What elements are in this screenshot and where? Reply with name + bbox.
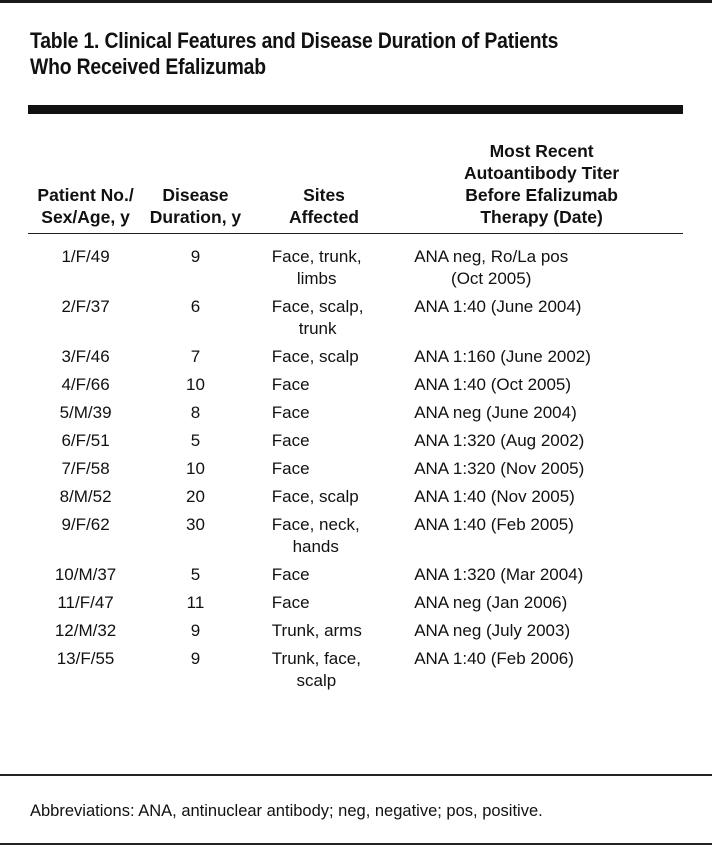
col-header-line: Patient No./ (37, 185, 134, 205)
cell-titer-line: ANA 1:40 (June 2004) (414, 297, 582, 316)
col-header-duration (143, 114, 248, 234)
cell-titer (400, 296, 683, 346)
cell-duration: 20 (185, 487, 205, 506)
cell-sites-line: limbs (296, 269, 337, 288)
cell-sites (248, 402, 400, 430)
cell-sites-line: trunk (298, 319, 337, 338)
footnote: Abbreviations: ANA, antinuclear antibody; neg, negative; pos, positive. (30, 802, 543, 820)
cell-patient: 4/F/66 (61, 375, 110, 394)
col-header-titer (400, 114, 683, 234)
table-row (28, 564, 683, 592)
table-title-line-1: Table 1. Clinical Features and Disease Duration of Patients (30, 28, 559, 53)
col-header-patient (28, 114, 143, 234)
table-title (30, 28, 611, 80)
cell-sites-line: Face (271, 565, 310, 584)
cell-titer-line: ANA neg (June 2004) (414, 403, 577, 422)
cell-duration: 10 (185, 375, 205, 394)
table-header-row (28, 114, 683, 234)
cell-patient: 3/F/46 (61, 347, 110, 366)
cell-sites (248, 374, 400, 402)
cell-titer-line: ANA 1:320 (Aug 2002) (414, 431, 585, 450)
cell-titer-line: ANA neg, Ro/La pos (414, 247, 569, 266)
cell-titer-line: ANA 1:320 (Mar 2004) (414, 565, 584, 584)
cell-titer-line: ANA neg (July 2003) (414, 621, 571, 640)
cell-patient: 1/F/49 (61, 247, 110, 266)
cell-duration: 5 (190, 565, 201, 584)
table-row (28, 374, 683, 402)
cell-duration: 11 (186, 593, 205, 612)
cell-patient: 2/F/37 (61, 297, 110, 316)
cell-sites (248, 564, 400, 592)
col-header-line: Disease (162, 185, 229, 205)
cell-sites-line: Face, scalp (271, 487, 359, 506)
col-header-line: Sites (303, 185, 345, 205)
cell-titer (400, 430, 683, 458)
table-row (28, 514, 683, 564)
cell-titer (400, 346, 683, 374)
cell-patient: 9/F/62 (61, 515, 110, 534)
cell-sites (248, 296, 400, 346)
cell-patient: 10/M/37 (54, 565, 117, 584)
cell-sites-line: hands (292, 537, 339, 556)
cell-patient: 7/F/58 (61, 459, 110, 478)
cell-sites (248, 458, 400, 486)
cell-sites-line: Face (271, 593, 310, 612)
cell-sites (248, 234, 400, 297)
cell-patient: 11/F/47 (57, 593, 114, 612)
cell-titer-line: ANA neg (Jan 2006) (414, 593, 568, 612)
top-rule (0, 0, 712, 3)
clinical-features-table (28, 114, 683, 698)
cell-sites-line: Face (271, 403, 310, 422)
cell-titer-line: ANA 1:160 (June 2002) (414, 347, 591, 366)
table-row (28, 648, 683, 698)
cell-duration: 5 (190, 431, 201, 450)
cell-titer (400, 592, 683, 620)
cell-duration: 30 (185, 515, 205, 534)
cell-titer-line: (Oct 2005) (451, 269, 532, 288)
cell-titer-line: ANA 1:40 (Feb 2005) (414, 515, 574, 534)
table-row (28, 458, 683, 486)
cell-patient: 12/M/32 (54, 621, 117, 640)
cell-sites-line: Face, neck, (271, 515, 360, 534)
cell-sites (248, 430, 400, 458)
cell-sites-line: Trunk, arms (271, 621, 362, 640)
cell-duration: 10 (185, 459, 205, 478)
cell-sites-line: Trunk, face, (271, 649, 361, 668)
cell-titer-line: ANA 1:320 (Nov 2005) (414, 459, 585, 478)
cell-titer (400, 402, 683, 430)
table-row (28, 592, 683, 620)
cell-duration: 8 (190, 403, 201, 422)
cell-duration: 7 (190, 347, 201, 366)
table-row (28, 620, 683, 648)
cell-titer (400, 486, 683, 514)
cell-duration: 6 (190, 297, 201, 316)
col-header-line: Before Efalizumab (465, 185, 618, 205)
cell-sites-line: Face, trunk, (271, 247, 362, 266)
cell-duration: 9 (190, 649, 201, 668)
cell-titer (400, 564, 683, 592)
table-body (28, 234, 683, 699)
cell-sites-line: Face (271, 459, 310, 478)
cell-sites (248, 648, 400, 698)
cell-titer (400, 620, 683, 648)
cell-sites-line: Face (271, 375, 310, 394)
cell-patient: 5/M/39 (59, 403, 112, 422)
col-header-line: Affected (288, 207, 359, 227)
table-row (28, 430, 683, 458)
col-header-line: Sex/Age, y (41, 207, 130, 227)
cell-patient: 8/M/52 (59, 487, 112, 506)
cell-titer (400, 458, 683, 486)
cell-titer (400, 234, 683, 297)
col-header-line: Most Recent (489, 141, 594, 161)
cell-sites (248, 486, 400, 514)
col-header-line: Autoantibody Titer (463, 163, 620, 183)
table-row (28, 486, 683, 514)
table-row (28, 402, 683, 430)
table-bottom-rule (0, 774, 712, 776)
cell-titer-line: ANA 1:40 (Feb 2006) (414, 649, 574, 668)
cell-patient: 13/F/55 (56, 649, 115, 668)
table-row (28, 234, 683, 297)
cell-sites (248, 514, 400, 564)
table-row (28, 296, 683, 346)
cell-patient: 6/F/51 (61, 431, 110, 450)
table-row (28, 346, 683, 374)
cell-titer-line: ANA 1:40 (Oct 2005) (414, 375, 572, 394)
cell-titer (400, 374, 683, 402)
cell-sites-line: Face, scalp (271, 347, 359, 366)
cell-titer (400, 514, 683, 564)
cell-sites (248, 346, 400, 374)
col-header-sites (248, 114, 400, 234)
col-header-line: Duration, y (149, 207, 242, 227)
col-header-line: Therapy (Date) (480, 207, 603, 227)
cell-duration: 9 (190, 247, 201, 266)
cell-sites-line: Face (271, 431, 310, 450)
table-title-line-2: Who Received Efalizumab (30, 54, 266, 79)
cell-sites-line: scalp (296, 671, 337, 690)
cell-titer-line: ANA 1:40 (Nov 2005) (414, 487, 575, 506)
cell-duration: 9 (190, 621, 201, 640)
cell-sites (248, 620, 400, 648)
cell-sites-line: Face, scalp, (271, 297, 364, 316)
header-thick-rule (28, 105, 683, 114)
cell-titer (400, 648, 683, 698)
cell-sites (248, 592, 400, 620)
